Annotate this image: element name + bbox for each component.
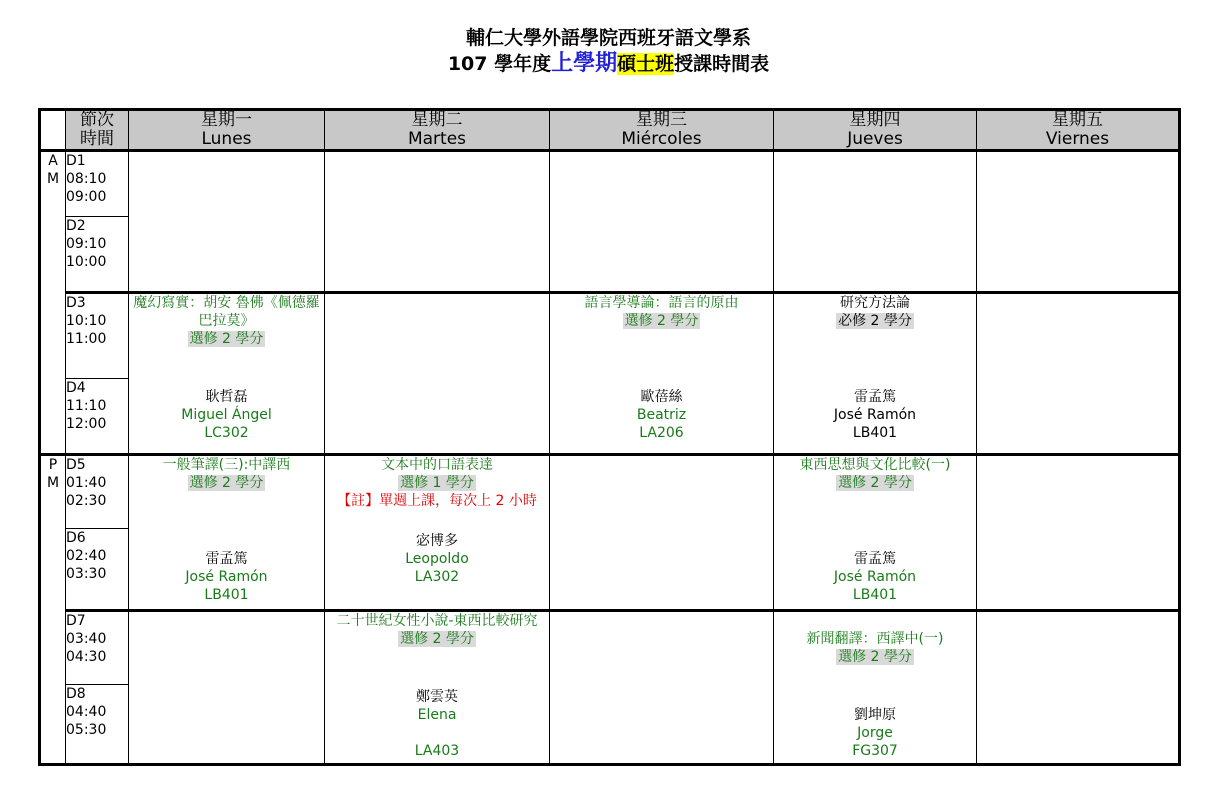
slot-end: 12:00: [66, 416, 107, 432]
room: LB401: [852, 587, 898, 603]
slot-end: 02:30: [66, 493, 107, 509]
spacer: [774, 330, 976, 388]
page-subtitle: [0, 51, 1217, 77]
spacer: [774, 612, 976, 630]
empty-cell: [325, 293, 550, 455]
room: LB401: [852, 425, 898, 441]
empty-cell: [977, 611, 1180, 765]
academic-year: 107 學年度: [447, 53, 552, 75]
empty-cell: [129, 151, 325, 293]
slot-end: 04:30: [66, 649, 107, 665]
teacher-es: José Ramón: [833, 569, 917, 585]
am-label: [40, 151, 66, 455]
slot-end: 10:00: [66, 254, 107, 270]
course-cell: [774, 611, 977, 765]
course-cell: [129, 455, 325, 611]
teacher-es: Elena: [417, 707, 457, 723]
empty-cell: [550, 611, 774, 765]
course-title: 文本中的口語表達: [381, 457, 493, 473]
page-title: 輔仁大學外語學院西班牙語文學系: [465, 27, 751, 49]
room: LA403: [414, 743, 460, 759]
day-zh: 星期三: [636, 110, 687, 130]
table-row: [40, 151, 1180, 217]
course-cell: [774, 293, 977, 455]
slot-d7: [66, 611, 129, 685]
pm-letter: P: [48, 457, 58, 473]
slot-code: D4: [66, 380, 86, 396]
teacher-es: José Ramón: [185, 569, 268, 585]
course-credit: 選修 2 學分: [624, 313, 699, 329]
teacher-zh: 宓博多: [416, 533, 458, 549]
slot-code: D8: [66, 686, 86, 702]
slot-start: 08:10: [66, 171, 107, 187]
slot-start: 10:10: [66, 313, 107, 329]
teacher-es: Leopoldo: [405, 551, 469, 567]
teacher-es: José Ramón: [833, 407, 917, 423]
slot-d2: [66, 217, 129, 293]
period-header-label: 節次: [80, 110, 114, 130]
day-zh: 星期二: [411, 110, 463, 130]
slot-end: 11:00: [66, 331, 107, 347]
day-zh: 星期一: [201, 110, 252, 130]
empty-cell: [550, 151, 774, 293]
slot-end: 03:30: [66, 566, 107, 582]
period-header: [66, 110, 129, 151]
slot-start: 02:40: [66, 548, 107, 564]
slot-d5: [66, 455, 129, 529]
slot-code: D5: [66, 457, 86, 473]
slot-start: 03:40: [66, 631, 107, 647]
header-row: [40, 110, 1180, 151]
table-row: [40, 455, 1180, 529]
slot-start: 09:10: [66, 236, 107, 252]
teacher-zh: 雷孟篤: [205, 551, 248, 567]
spacer: [774, 492, 976, 550]
spacer: [550, 330, 773, 388]
room: LC302: [204, 425, 249, 441]
course-note: 【註】單週上課，每次上 2 小時: [337, 493, 537, 509]
room: LB401: [204, 587, 249, 603]
course-title: 新聞翻譯：西譯中(一): [806, 631, 944, 647]
spacer: [129, 348, 324, 388]
day-es: Jueves: [847, 129, 903, 149]
empty-cell: [977, 151, 1180, 293]
slot-start: 04:40: [66, 704, 107, 720]
teacher-es: Jorge: [857, 725, 893, 741]
corner-cell: [40, 110, 66, 151]
teacher-zh: 雷孟篤: [854, 389, 896, 405]
teacher-zh: 劉坤原: [854, 707, 896, 723]
empty-cell: [977, 293, 1180, 455]
empty-cell: [977, 455, 1180, 611]
empty-cell: [325, 151, 550, 293]
spacer: [774, 666, 976, 706]
day-header-thu: [774, 110, 977, 151]
teacher-zh: 鄭雲英: [416, 689, 458, 705]
teacher-zh: 耿哲磊: [205, 389, 248, 405]
day-es: Lunes: [201, 129, 252, 149]
day-header-mon: [129, 110, 325, 151]
spacer: [325, 510, 549, 532]
room: LA206: [639, 425, 684, 441]
slot-d3: [66, 293, 129, 379]
course-title: 魔幻寫實：胡安 魯佛《佩德羅 巴拉莫》: [133, 295, 320, 329]
slot-d1: [66, 151, 129, 217]
pm-label: [40, 455, 66, 765]
schedule-label: 授課時間表: [674, 53, 770, 75]
day-zh: 星期四: [849, 110, 901, 130]
timetable: [38, 108, 1181, 766]
teacher-zh: 雷孟篤: [854, 551, 896, 567]
course-title: 東西思想與文化比較(一): [799, 457, 951, 473]
course-title: 一般筆譯(三):中譯西: [162, 457, 291, 473]
empty-cell: [550, 455, 774, 611]
room: LA302: [414, 569, 460, 585]
empty-cell: [129, 611, 325, 765]
slot-d6: [66, 529, 129, 611]
table-row: [40, 293, 1180, 379]
course-credit: 選修 1 學分: [400, 475, 474, 491]
course-cell: [774, 455, 977, 611]
semester-label: 上學期: [551, 51, 618, 76]
course-title: 語言學導論：語言的原由: [584, 295, 739, 311]
day-es: Viernes: [1045, 129, 1110, 149]
pm-letter: M: [46, 475, 60, 491]
empty-cell: [774, 151, 977, 293]
slot-start: 01:40: [66, 475, 107, 491]
teacher-es: Miguel Ángel: [181, 407, 272, 423]
course-credit: 選修 2 學分: [838, 475, 912, 491]
am-letter: M: [46, 171, 60, 187]
slot-code: D3: [66, 295, 86, 311]
course-credit: 選修 2 學分: [838, 649, 912, 665]
slot-end: 05:30: [66, 722, 107, 738]
spacer: [325, 724, 549, 742]
teacher-es: Beatriz: [636, 407, 687, 423]
slot-d4: [66, 379, 129, 455]
slot-code: D2: [66, 218, 86, 234]
day-es: Miércoles: [621, 129, 702, 149]
course-title: 二十世紀女性小說-東西比較研究: [336, 613, 538, 629]
slot-d8: [66, 685, 129, 765]
spacer: [325, 648, 549, 688]
day-header-wed: [550, 110, 774, 151]
course-credit: 必修 2 學分: [838, 313, 912, 329]
day-header-fri: [977, 110, 1180, 151]
slot-code: D7: [66, 613, 86, 629]
time-header-label: 時間: [80, 129, 114, 149]
slot-start: 11:10: [66, 398, 107, 414]
course-cell: [550, 293, 774, 455]
teacher-zh: 歐蓓絲: [640, 389, 683, 405]
room: FG307: [852, 743, 898, 759]
program-label: 碩士班: [617, 53, 675, 75]
spacer: [129, 492, 324, 550]
slot-end: 09:00: [66, 189, 107, 205]
course-cell: [325, 455, 550, 611]
slot-code: D6: [66, 530, 86, 546]
day-header-tue: [325, 110, 550, 151]
day-es: Martes: [407, 129, 467, 149]
day-zh: 星期五: [1052, 110, 1103, 130]
course-credit: 選修 2 學分: [189, 331, 264, 347]
course-cell: [129, 293, 325, 455]
slot-code: D1: [66, 153, 86, 169]
am-letter: A: [48, 153, 58, 169]
course-cell: [325, 611, 550, 765]
table-row: [40, 611, 1180, 685]
course-credit: 選修 2 學分: [400, 631, 474, 647]
course-credit: 選修 2 學分: [189, 475, 264, 491]
course-title: 研究方法論: [840, 295, 910, 311]
